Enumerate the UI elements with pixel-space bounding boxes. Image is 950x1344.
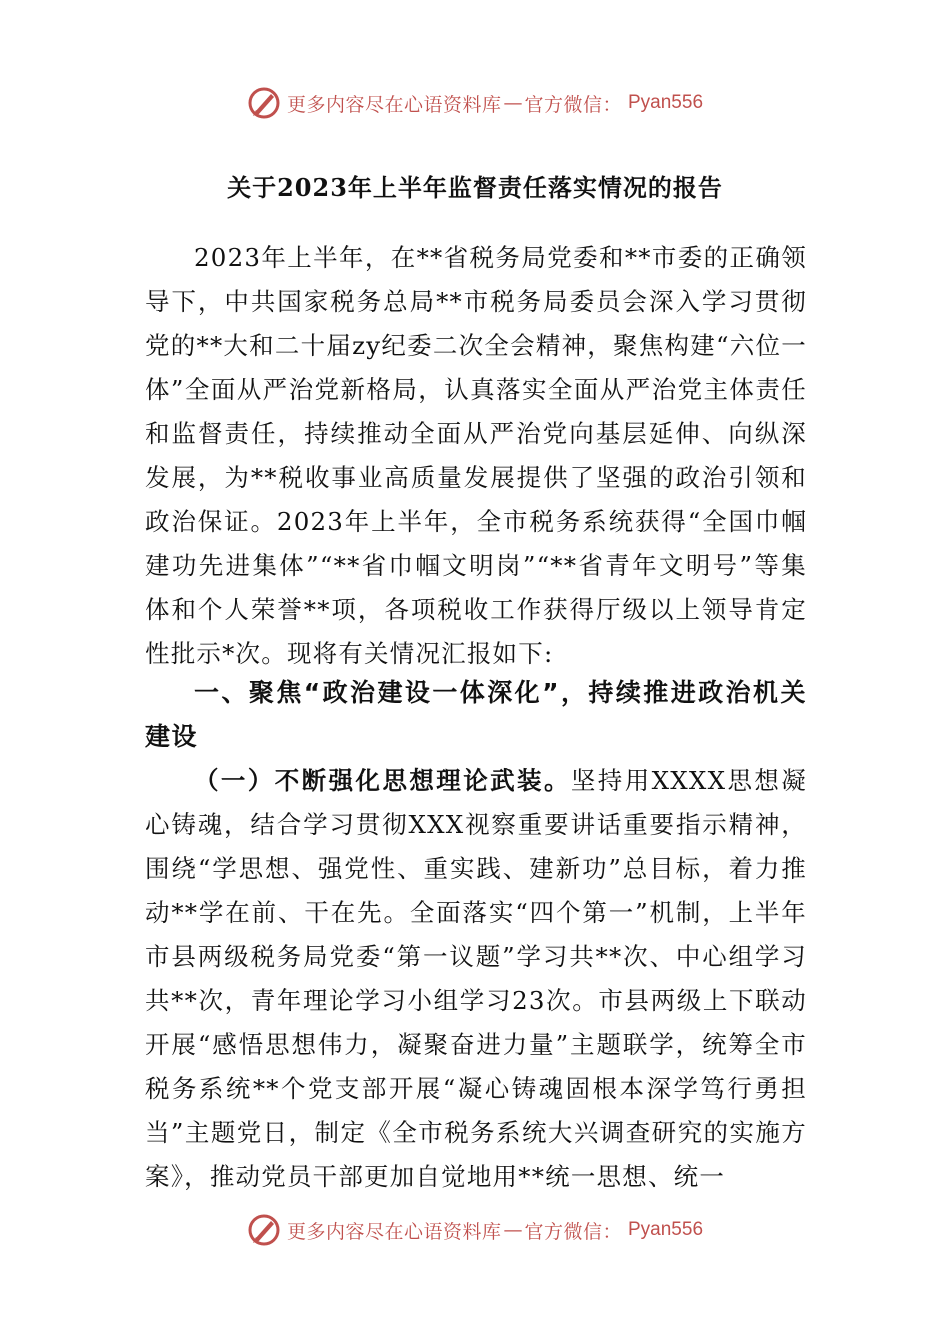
- pen-circle-icon: [247, 1213, 281, 1247]
- section-heading: 一、聚焦“政治建设一体深化”，持续推进政治机关建设: [145, 678, 807, 751]
- watermark-footer: [0, 1213, 950, 1247]
- watermark-separator: —: [503, 1219, 523, 1241]
- subsection-lead: （一）不断强化思想理论武装。: [194, 766, 571, 795]
- pen-circle-icon: [247, 86, 281, 120]
- subsection-paragraph: [145, 759, 807, 1199]
- watermark-separator: —: [503, 92, 523, 114]
- document-title: 关于2023年上半年监督责任落实情况的报告: [227, 173, 723, 202]
- watermark-contact-id: Pyan556: [628, 92, 704, 113]
- watermark-contact-label: 官方微信：: [524, 93, 622, 116]
- watermark-brand: 更多内容尽在心语资料库: [286, 1220, 502, 1243]
- subsection-body: 坚持用XXXX思想凝心铸魂，结合学习贯彻XXX视察重要讲话重要指示精神，围绕“学思想、强党性、重实践、建新功”总目标，着力推动**学在前、干在先。全面落实“四个第一”机制，上半年市县两级税务局党委“第一议题”学习共**次、中心组学习共**次，青年理论学习小组学习23次。市县两级上下联动开展“感悟思想伟力，凝聚奋进力量”主题联学，统筹全市税务系统**个党支部开展“凝心铸魂固根本深学笃行勇担当”主题党日，制定《全市税务系统大兴调查研究的实施方案》，推动党员干部更加自觉地用**统一思想、统一: [145, 766, 807, 1191]
- watermark-contact-label: 官方微信：: [524, 1220, 622, 1243]
- watermark-brand: 更多内容尽在心语资料库: [286, 93, 502, 116]
- intro-paragraph: 2023年上半年，在**省税务局党委和**市委的正确领导下，中共国家税务总局**市税务局委员会深入学习贯彻党的**大和二十届zy纪委二次全会精神，聚焦构建“六位一体”全面从严治党新格局，认真落实全面从严治党主体责任和监督责任，持续推动全面从严治党向基层延伸、向纵深发展，为**税收事业高质量发展提供了坚强的政治引领和政治保证。2023年上半年，全市税务系统获得“全国巾帼建功先进集体”“**省巾帼文明岗”“**省青年文明号”等集体和个人荣誉**项，各项税收工作获得厅级以上领导肯定性批示*次。现将有关情况汇报如下:: [145, 243, 807, 668]
- watermark-contact-id: Pyan556: [628, 1219, 704, 1240]
- watermark-header: [0, 86, 950, 120]
